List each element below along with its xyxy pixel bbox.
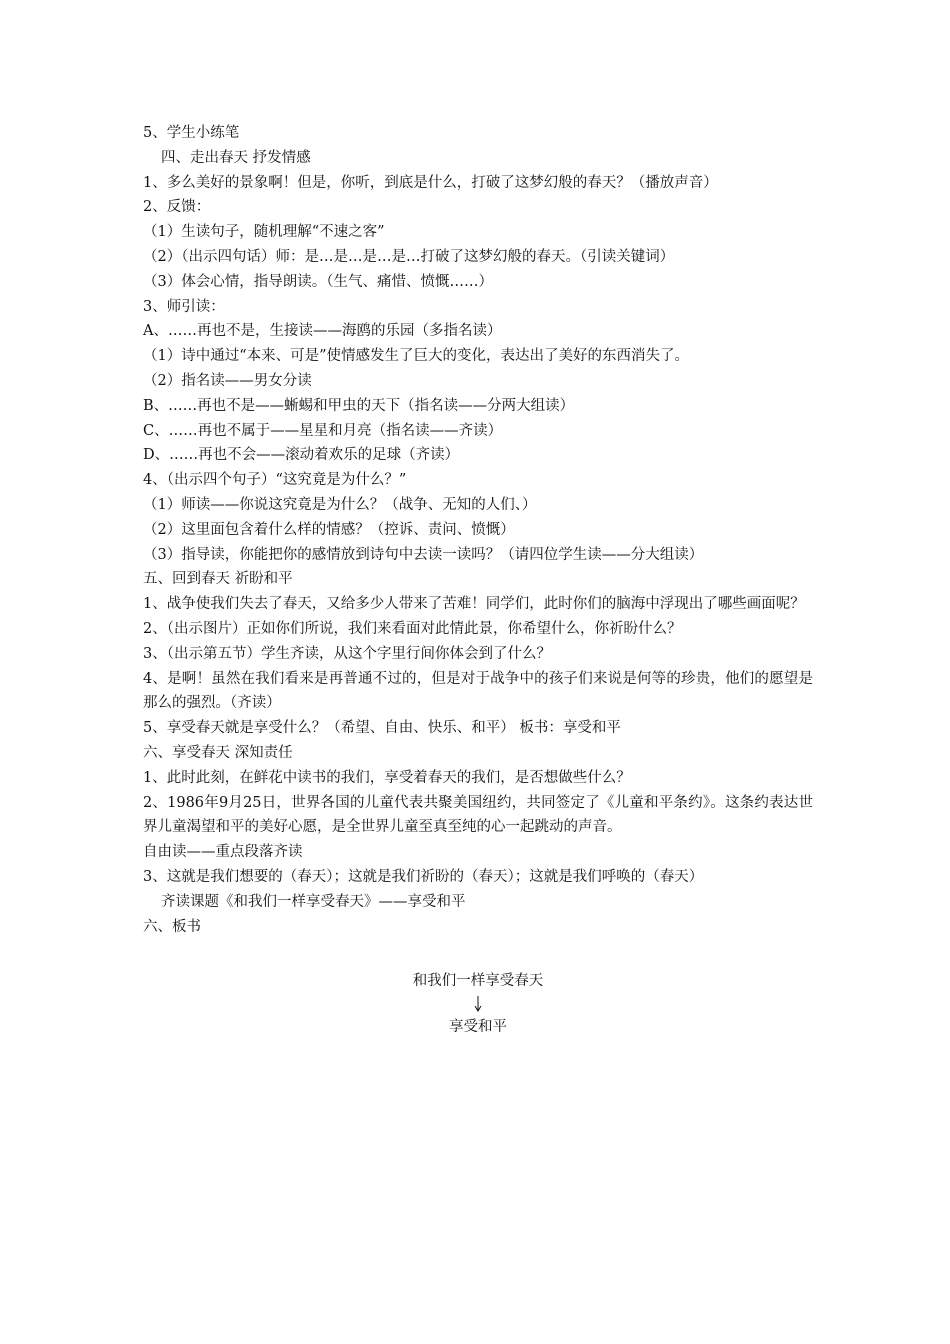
board-title: 和我们一样享受春天 xyxy=(412,973,544,989)
text-line: 3、（出示第五节）学生齐读，从这个字里行间你体会到了什么？ xyxy=(143,645,551,662)
text-line: C、……再也不属于——星星和月亮（指名读——齐读） xyxy=(143,422,503,439)
text-line: 五、回到春天 祈盼和平 xyxy=(143,571,293,588)
text-line: （2）（出示四句话）师：是…是…是…是…打破了这梦幻般的春天。（引读关键词） xyxy=(143,248,675,265)
text-line: 2、（出示图片）正如你们所说，我们来看面对此情此景，你希望什么，你祈盼什么？ xyxy=(143,620,682,637)
text-line: （1）诗中通过“本来、可是”使情感发生了巨大的变化，表达出了美好的东西消失了。 xyxy=(143,348,690,365)
text-line: （1）师读——你说这究竟是为什么？（战争、无知的人们、） xyxy=(143,496,537,513)
text-line: 4、是啊！虽然在我们看来是再普通不过的，但是对于战争中的孩子们来说是何等的珍贵，他们的愿望是那么的强烈。（齐读） xyxy=(143,670,813,712)
text-line: 1、此时此刻，在鲜花中读书的我们，享受着春天的我们，是否想做些什么？ xyxy=(143,769,631,786)
text-line: 1、多么美好的景象啊！但是，你听，到底是什么，打破了这梦幻般的春天？（播放声音） xyxy=(143,174,718,191)
text-line: 六、板书 xyxy=(143,918,201,935)
text-line: 4、（出示四个句子）“这究竟是为什么？” xyxy=(143,472,407,489)
text-line: B、……再也不是——蜥蜴和甲虫的天下（指名读——分两大组读） xyxy=(143,397,575,414)
blackboard-summary xyxy=(143,969,813,1039)
text-line: 3、师引读： xyxy=(143,298,225,315)
text-line: 1、战争使我们失去了春天，又给多少人带来了苦难！同学们，此时你们的脑海中浮现出了哪些画面呢？ xyxy=(143,596,805,613)
text-line: 四、走出春天 抒发情感 xyxy=(161,149,311,166)
document-body xyxy=(143,121,813,939)
text-line: D、……再也不会——滚动着欢乐的足球（齐读） xyxy=(143,447,460,464)
text-line: （3）体会心情，指导朗读。（生气、痛惜、愤慨……） xyxy=(143,273,493,290)
text-line: 六、享受春天 深知责任 xyxy=(143,744,293,761)
text-line: 2、反馈： xyxy=(143,199,211,216)
text-line: 5、学生小练笔 xyxy=(143,125,240,141)
text-line: 2、1986年9月25日，世界各国的儿童代表共聚美国纽约，共同签定了《儿童和平条约》。这条约表达世界儿童渴望和平的美好心愿，是全世界儿童至真至纯的心一起跳动的声音。 xyxy=(143,794,813,836)
board-subtitle: 享受和平 xyxy=(449,1019,507,1035)
text-line: （2）指名读——男女分读 xyxy=(143,372,312,389)
text-line: 自由读——重点段落齐读 xyxy=(143,844,303,861)
text-line: 齐读课题《和我们一样享受春天》——享受和平 xyxy=(161,893,466,910)
text-line: 5、享受春天就是享受什么？（希望、自由、快乐、和平） 板书：享受和平 xyxy=(143,720,621,737)
text-line: A、……再也不是，生接读——海鸥的乐园（多指名读） xyxy=(143,323,502,340)
arrow-down-icon xyxy=(473,995,483,1013)
text-line: （2）这里面包含着什么样的情感？（控诉、责问、愤慨） xyxy=(143,521,515,538)
text-line: （3）指导读，你能把你的感情放到诗句中去读一读吗？（请四位学生读——分大组读） xyxy=(143,546,704,563)
text-line: （1）生读句子，随机理解“不速之客” xyxy=(143,224,385,241)
text-line: 3、这就是我们想要的（春天）；这就是我们祈盼的（春天）；这就是我们呼唤的（春天） xyxy=(143,868,704,885)
